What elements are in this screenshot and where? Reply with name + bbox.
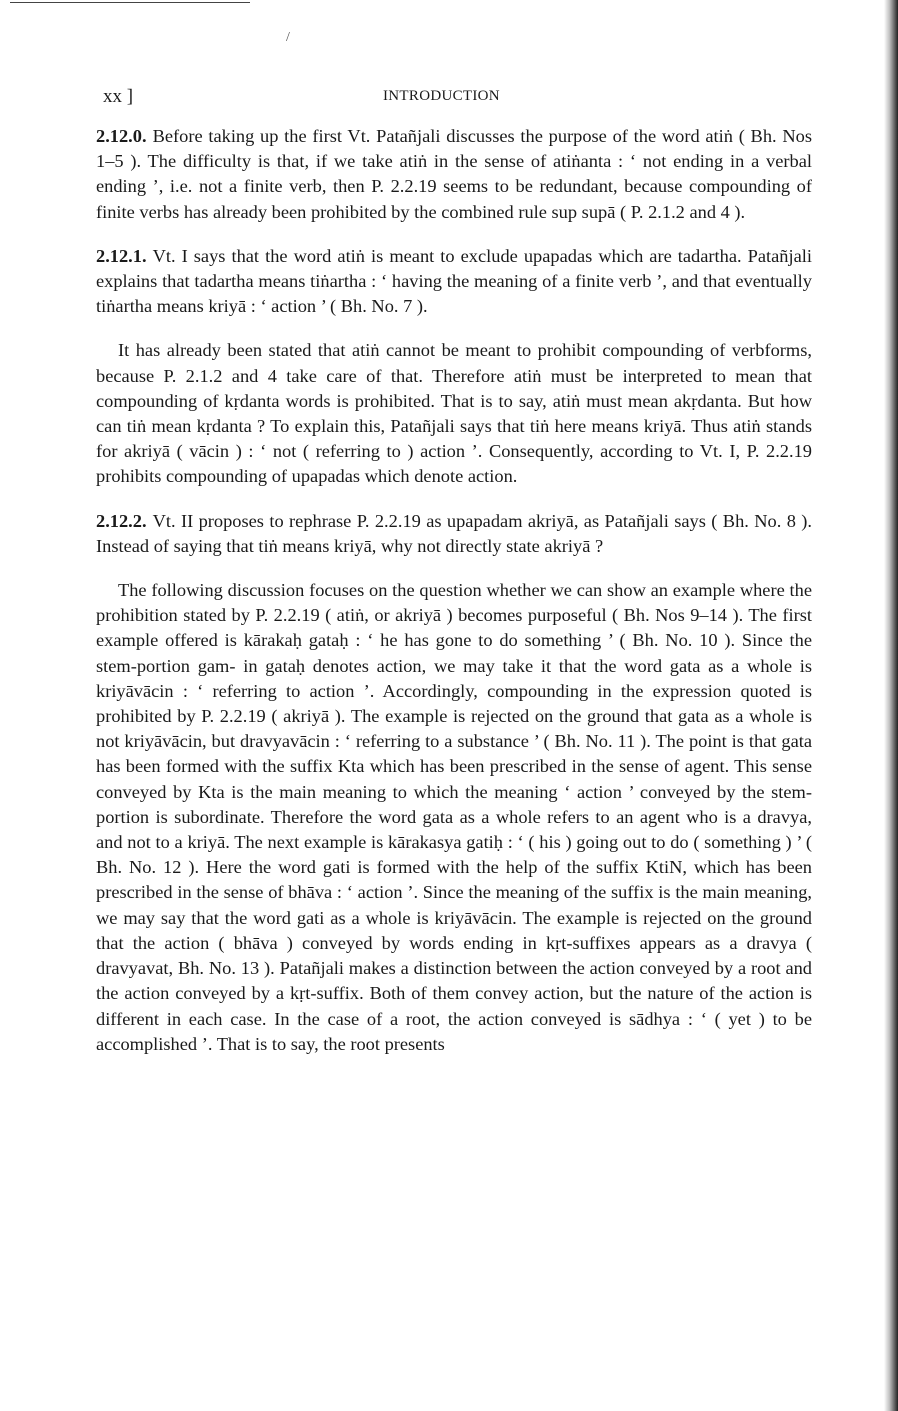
paragraph-text: Vt. I says that the word atiṅ is meant to exclude upapadas which are tadartha. Patañjali explains that tadartha means tiṅartha : ‘ having the meaning of a finite verb ’, and that eventually tiṅartha means kriyā : ‘ action ’ ( Bh. No. 7 ).: [96, 245, 812, 317]
page-header: [103, 86, 813, 112]
section-number: 2.12.1.: [96, 245, 147, 266]
paragraph-text: The following discussion focuses on the question whether we can show an example where the prohibition stated by P. 2.2.19 ( atiṅ, or akriyā ) becomes purposeful ( Bh. Nos 9–14 ). The first example offered is kārakaḥ gataḥ : ‘ he has gone to do something ’ ( Bh. No. 10 ). Since the stem-portion gam- in gataḥ denotes action, we may take it that the word gata as a whole is kriyāvācin : ‘ referring to action ’. Accordingly, compounding in the expression quoted is prohibited by P. 2.2.19 ( akriyā ). The example is rejected on the ground that gata as a whole is not kriyāvācin, but dravyavācin : ‘ referring to a substance ’ ( Bh. No. 11 ). The point is that gata has been formed with the suffix Kta which has been prescribed in the sense of agent. This sense conveyed by Kta is the main meaning to which the meaning ‘ action ’ conveyed by the stem-portion is subordinate. Therefore the word gata as a whole refers to an agent who is a dravya, and not to a kriyā. The next example is kārakasya gatiḥ : ‘ ( his ) going out to do ( something ) ’ ( Bh. No. 12 ). Here the word gati is formed with the help of the suffix KtiN, which has been prescribed in the sense of bhāva : ‘ action ’. Since the meaning of the suffix is the main meaning, we may say that the word gati as a whole is kriyāvācin. The example is rejected on the ground that the action ( bhāva ) conveyed by words ending in kṛt-suffixes appears as a dravya ( dravyavat, Bh. No. 13 ). Patañjali makes a distinction between the action conveyed by a root and the action conveyed by a kṛt-suffix. Both of them convey action, but the nature of the action is different in each case. In the case of a root, the action conveyed is sādhya : ‘ ( yet ) to be accomplished ’. That is to say, the root presents: [96, 580, 812, 1054]
running-title: INTRODUCTION: [383, 88, 500, 104]
paragraph: [96, 578, 812, 1057]
section-2-12-0: [96, 124, 812, 225]
section-number: 2.12.0.: [96, 126, 147, 146]
page-edge-shadow: [884, 0, 898, 1411]
section-number: 2.12.2.: [96, 510, 147, 531]
paragraph-text: Before taking up the first Vt. Patañjali discusses the purpose of the word atiṅ ( Bh. Nos 1–5 ). The difficulty is that, if we take atiṅ in the sense of atiṅanta : ‘ not ending in a verbal ending ’, i.e. not a finite verb, then P. 2.2.19 seems to be redundant, because compounding of finite verbs has already been prohibited by the combined rule sup supā ( P. 2.1.2 and 4 ).: [96, 126, 812, 222]
paragraph: [96, 338, 812, 489]
section-2-12-2: [96, 509, 812, 559]
paragraph-text: It has already been stated that atiṅ cannot be meant to prohibit compounding of verbforms, because P. 2.1.2 and 4 take care of that. Therefore atiṅ must be interpreted to mean that compounding of kṛdanta words is prohibited. That is to say, atiṅ must mean akṛdanta. But how can tiṅ mean kṛdanta ? To explain this, Patañjali says that tiṅ here means kriyā. Thus atiṅ stands for akriyā ( vācin ) : ‘ not ( referring to ) action ’. Consequently, according to Vt. I, P. 2.2.19 prohibits compounding of upapadas which denote action.: [96, 340, 812, 487]
paragraph-text: Vt. II proposes to rephrase P. 2.2.19 as upapadam akriyā, as Patañjali says ( Bh. No. 8 ). Instead of saying that tiṅ means kriyā, why not directly state akriyā ?: [96, 510, 812, 556]
top-scan-rule: [10, 2, 250, 3]
page-number: xx ]: [103, 86, 134, 107]
page-body: [96, 124, 812, 1076]
section-2-12-1: [96, 244, 812, 320]
scan-mark: /: [286, 30, 290, 45]
